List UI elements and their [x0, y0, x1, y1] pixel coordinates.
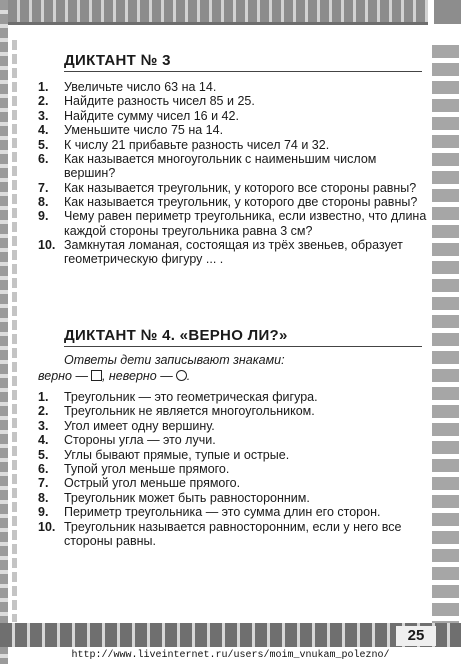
item-number: 3. — [38, 108, 49, 123]
list-item — [38, 419, 428, 433]
item-text: Замкнутая ломаная, состоящая из трёх звеньев, образует геометрическую фигуру ... . — [64, 238, 403, 267]
list-item — [38, 238, 428, 267]
top-right-block — [434, 0, 461, 24]
list-item — [38, 138, 428, 152]
list-item — [38, 404, 428, 418]
page-number: 25 — [396, 626, 436, 646]
footer-url: http://www.liveinternet.ru/users/moim_vnukam_polezno/ — [71, 650, 390, 661]
list-item — [38, 80, 428, 94]
item-number: 1. — [38, 80, 49, 94]
item-text: Как называется многоугольник с наименьшим числом вершин? — [64, 151, 377, 181]
list-item — [38, 476, 428, 490]
dictation-3-title: ДИКТАНТ № 3 — [64, 52, 171, 69]
item-number: 4. — [38, 123, 49, 138]
item-number: 10. — [38, 238, 56, 253]
item-number: 9. — [38, 505, 49, 520]
item-text: Треугольник называется равносторонним, если у него все стороны равны. — [64, 519, 402, 548]
item-text: Угол имеет одну вершину. — [64, 418, 215, 433]
circle-icon — [176, 370, 187, 381]
list-item — [38, 433, 428, 447]
item-number: 2. — [38, 94, 49, 109]
item-number: 4. — [38, 433, 49, 448]
list-item — [38, 448, 428, 462]
item-number: 3. — [38, 418, 49, 433]
list-item — [38, 491, 428, 505]
item-text: Найдите разность чисел 85 и 25. — [64, 94, 255, 109]
dictation-4-rule — [64, 346, 422, 347]
item-text: Углы бывают прямые, тупые и острые. — [64, 447, 290, 462]
list-item — [38, 195, 428, 209]
item-number: 5. — [38, 137, 49, 152]
item-text: Тупой угол меньше прямого. — [64, 461, 230, 476]
item-number: 10. — [38, 519, 56, 534]
item-number: 7. — [38, 476, 49, 491]
list-item — [38, 462, 428, 476]
item-text: Чему равен периметр треугольника, если известно, что длина каждой стороны треугольника равна 3 см? — [64, 209, 427, 238]
item-text: Треугольник не является многоугольником. — [64, 404, 315, 419]
list-item — [38, 109, 428, 123]
item-text: Найдите сумму чисел 16 и 42. — [64, 108, 239, 123]
item-text: Треугольник — это геометрическая фигура. — [64, 390, 318, 404]
left-binding-strip — [0, 0, 8, 664]
item-text: Периметр треугольника — это сумма длин его сторон. — [64, 505, 381, 520]
item-number: 2. — [38, 404, 49, 419]
item-text: Как называется треугольник, у которого две стороны равны? — [64, 195, 418, 210]
item-text: Острый угол меньше прямого. — [64, 476, 241, 491]
list-item — [38, 390, 428, 404]
list-item — [38, 181, 428, 195]
list-item — [38, 94, 428, 108]
item-text: Увеличьте число 63 на 14. — [64, 80, 217, 94]
item-number: 6. — [38, 461, 49, 476]
item-number: 7. — [38, 180, 49, 195]
item-number: 9. — [38, 209, 49, 224]
item-text: Стороны угла — это лучи. — [64, 433, 216, 448]
legend-true-label: верно — — [38, 369, 88, 383]
list-item — [38, 123, 428, 137]
list-item — [38, 152, 428, 181]
square-icon — [91, 370, 102, 381]
item-number: 8. — [38, 195, 49, 210]
dictation-4-list — [38, 390, 428, 548]
dictation-3-rule — [64, 71, 422, 72]
item-number: 1. — [38, 390, 49, 404]
item-number: 8. — [38, 490, 49, 505]
item-text: К числу 21 прибавьте разность чисел 74 и 32. — [64, 137, 330, 152]
top-band-edge — [8, 22, 428, 25]
left-inner-strip — [12, 40, 17, 622]
list-item — [38, 209, 428, 238]
item-text: Как называется треугольник, у которого все стороны равны? — [64, 180, 417, 195]
dictation-4-title: ДИКТАНТ № 4. «ВЕРНО ЛИ?» — [64, 327, 288, 344]
dictation-3-list — [38, 80, 428, 267]
answer-legend: верно — , неверно — . — [38, 369, 191, 383]
list-item — [38, 505, 428, 519]
right-decorative-column — [432, 45, 459, 623]
item-text: Треугольник может быть равносторонним. — [64, 490, 310, 505]
dictation-4-note: Ответы дети записывают знаками: — [64, 353, 285, 367]
item-number: 5. — [38, 447, 49, 462]
legend-false-label: неверно — — [108, 369, 173, 383]
item-number: 6. — [38, 151, 49, 166]
item-text: Уменьшите число 75 на 14. — [64, 123, 224, 138]
list-item — [38, 520, 428, 549]
top-decorative-band — [8, 0, 428, 22]
bottom-decorative-band — [0, 623, 461, 647]
